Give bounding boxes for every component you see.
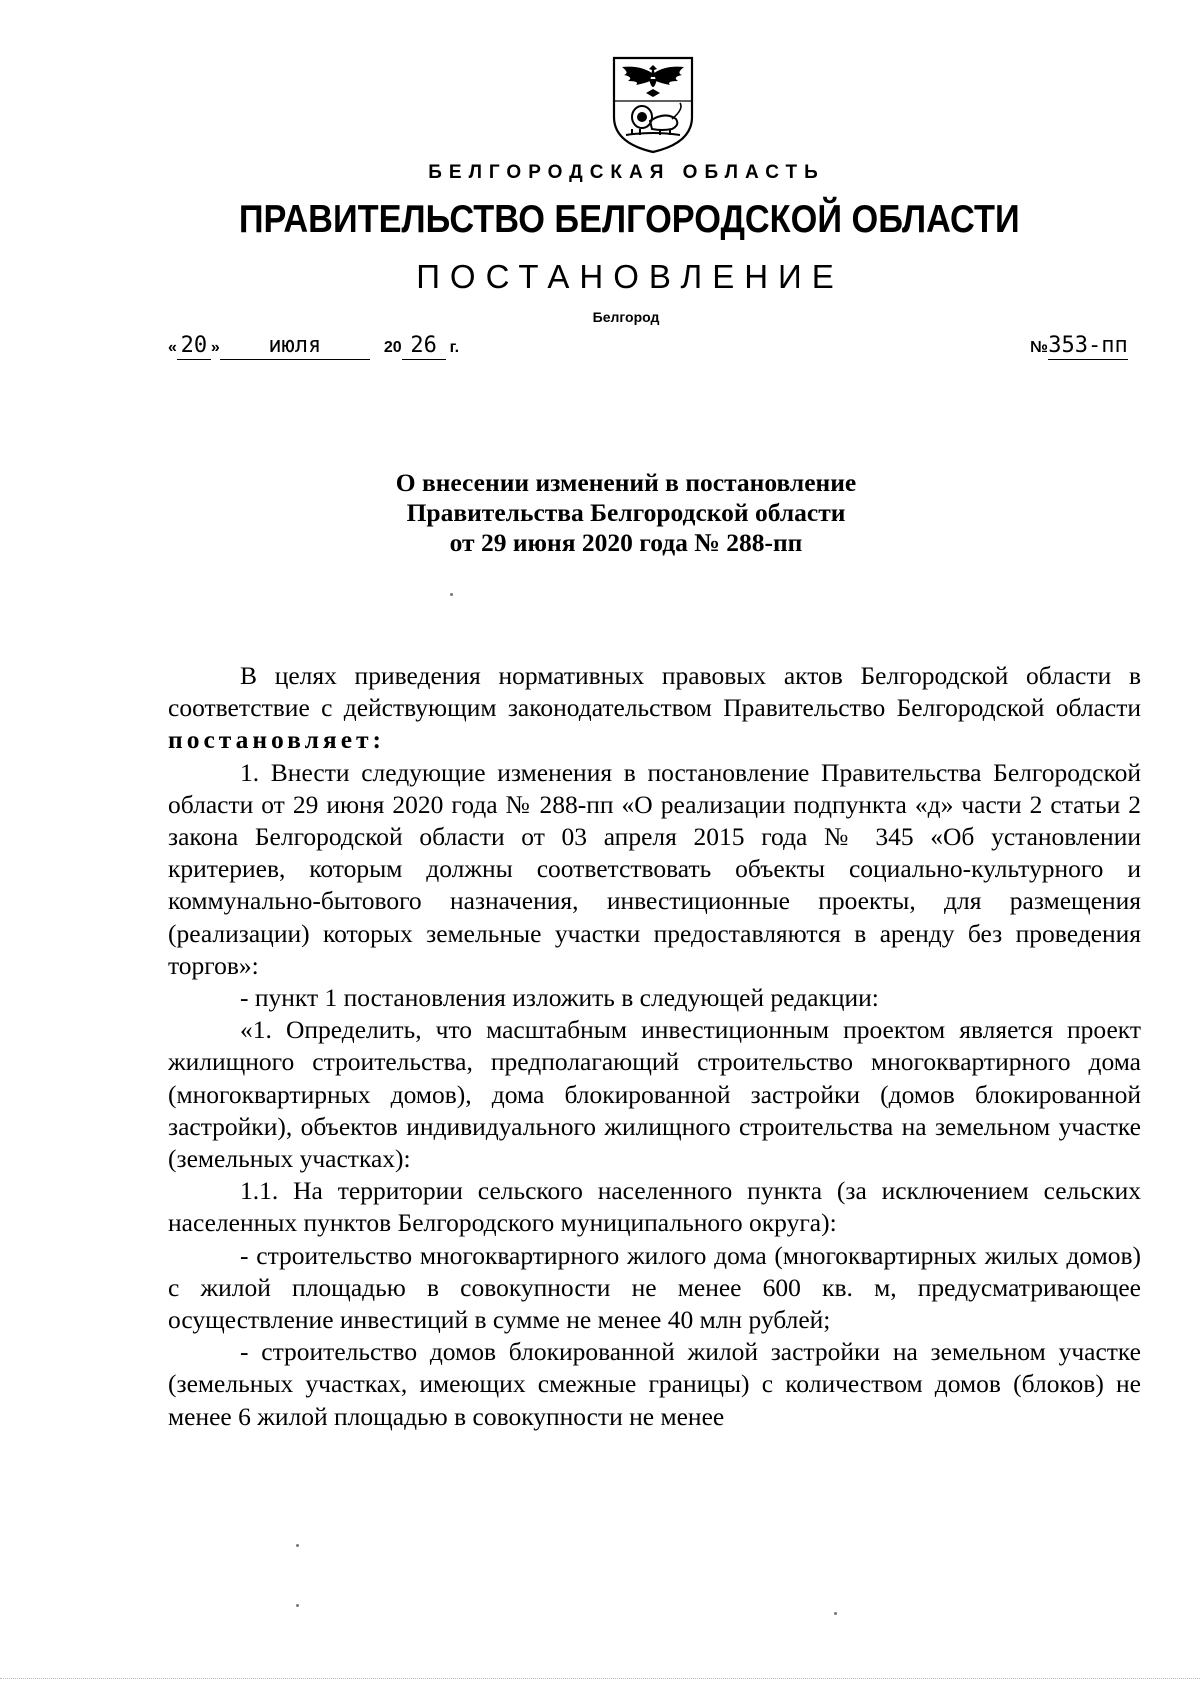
city-name: Белгород: [592, 309, 660, 325]
date-year: 26: [402, 335, 446, 360]
paragraph-preamble: В целях приведения нормативных правовых актов Белгородской области в соответствие с действующим законодательством Правительство Белгородской области постановляет:: [168, 661, 1141, 755]
scan-speck: [450, 593, 453, 596]
date-month: июля: [220, 335, 370, 360]
scan-speck: [296, 1544, 299, 1547]
scan-edge-line: [0, 1678, 1200, 1680]
region-name: БЕЛГОРОДСКАЯ ОБЛАСТЬ: [428, 162, 825, 183]
paragraph-5: - строительство многоквартирного жилого дома (многоквартирных жилых домов) с жилой площадью в совокупности не менее 600 кв. м, предусматривающее осуществление инвестиций в сумме не менее 40 млн рублей;: [168, 1240, 1141, 1335]
date-number-row: [168, 335, 1128, 365]
decree-word: постановляет:: [168, 725, 386, 755]
coat-of-arms-icon: [610, 55, 696, 155]
title-line-1: О внесении изменений в постановление: [395, 468, 857, 497]
title-line-2: Правительства Белгородской области: [406, 498, 846, 527]
number-label: №: [1030, 339, 1048, 356]
number-value: 353-пп: [1048, 333, 1128, 358]
paragraph-4: 1.1. На территории сельского населенного пункта (за исключением сельских населенных пунктов Белгородского муниципального округа):: [168, 1176, 1141, 1238]
year-prefix: 20: [383, 339, 402, 356]
government-name: ПРАВИТЕЛЬСТВО БЕЛГОРОДСКОЙ ОБЛАСТИ: [238, 198, 1020, 241]
document-title: [0, 468, 1200, 558]
scan-speck: [296, 1604, 299, 1607]
paragraph-6: - строительство домов блокированной жилой застройки на земельном участке (земельных участках, имеющих смежные границы) с количеством домов (блоков) не менее 6 жилой площадью в совокупности не менее: [168, 1337, 1141, 1431]
scan-speck: [834, 1612, 837, 1615]
year-unit: г.: [449, 339, 460, 356]
open-quote: «: [168, 339, 177, 356]
date-field: [168, 333, 460, 358]
title-line-3: от 29 июня 2020 года № 288-пп: [449, 528, 803, 557]
date-day: 20: [177, 335, 211, 360]
paragraph-2: - пункт 1 постановления изложить в следующей редакции:: [240, 983, 879, 1013]
document-type: ПОСТАНОВЛЕНИЕ: [416, 258, 844, 295]
document-body: [168, 660, 1141, 1433]
paragraph-1: 1. Внести следующие изменения в постановление Правительства Белгородской области от 29 июня 2020 года № 288-пп «О реализации подпункта «д» части 2 статьи 2 закона Белгородской области от 03 апреля 2015 года № 345 «Об установлении критериев, которым должны соответствовать объекты социально-культурного и коммунально-бытового назначения, инвестиционные проекты, для размещения (реализации) которых земельные участки предоставляются в аренду без проведения торгов»:: [168, 757, 1141, 980]
close-quote: »: [210, 339, 220, 356]
paragraph-3: «1. Определить, что масштабным инвестиционным проектом является проект жилищного строительства, предполагающий строительство многоквартирного дома (многоквартирных домов), дома блокированной застройки (домов блокированной застройки), объектов индивидуального жилищного строительства на земельном участке (земельных участках):: [168, 1015, 1141, 1174]
document-number: [1030, 335, 1128, 360]
